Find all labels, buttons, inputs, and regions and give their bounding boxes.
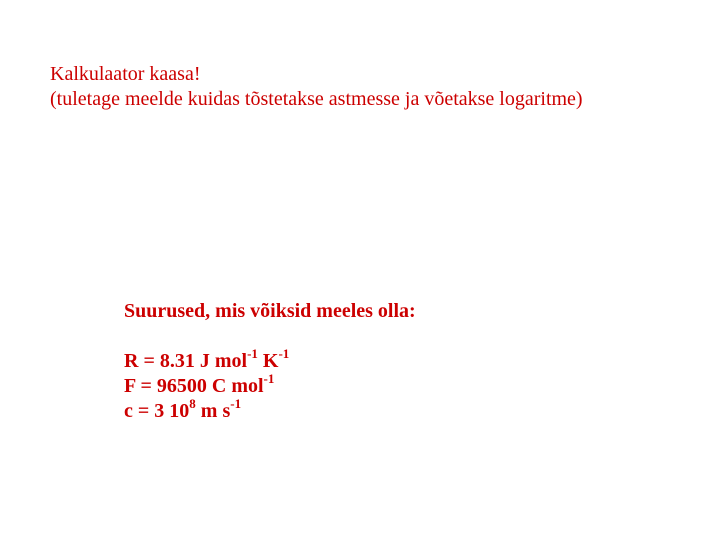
gas-constant-unit: K <box>257 350 279 372</box>
speed-of-light-exponent-1: 8 <box>189 396 196 412</box>
gas-constant-exponent-1: -1 <box>247 346 258 362</box>
speed-of-light-formula <box>124 396 416 424</box>
intro-block <box>50 62 583 112</box>
speed-of-light-unit: m s <box>195 400 231 422</box>
faraday-constant-text: F = 96500 C mol <box>124 375 264 397</box>
gas-constant-text: R = 8.31 J mol <box>124 350 248 372</box>
speed-of-light-text: c = 3 10 <box>124 400 190 422</box>
intro-note: (tuletage meelde kuidas tõstetakse astmesse ja võetakse logaritme) <box>50 88 583 110</box>
faraday-constant-formula <box>124 371 416 399</box>
constants-heading: Suurused, mis võiksid meeles olla: <box>124 300 416 322</box>
gas-constant-exponent-2: -1 <box>278 346 290 362</box>
faraday-constant-exponent: -1 <box>263 371 275 387</box>
blank-line <box>124 324 416 349</box>
speed-of-light-exponent-2: -1 <box>230 396 242 412</box>
intro-title: Kalkulaator kaasa! <box>50 63 201 85</box>
constants-block <box>124 299 416 424</box>
